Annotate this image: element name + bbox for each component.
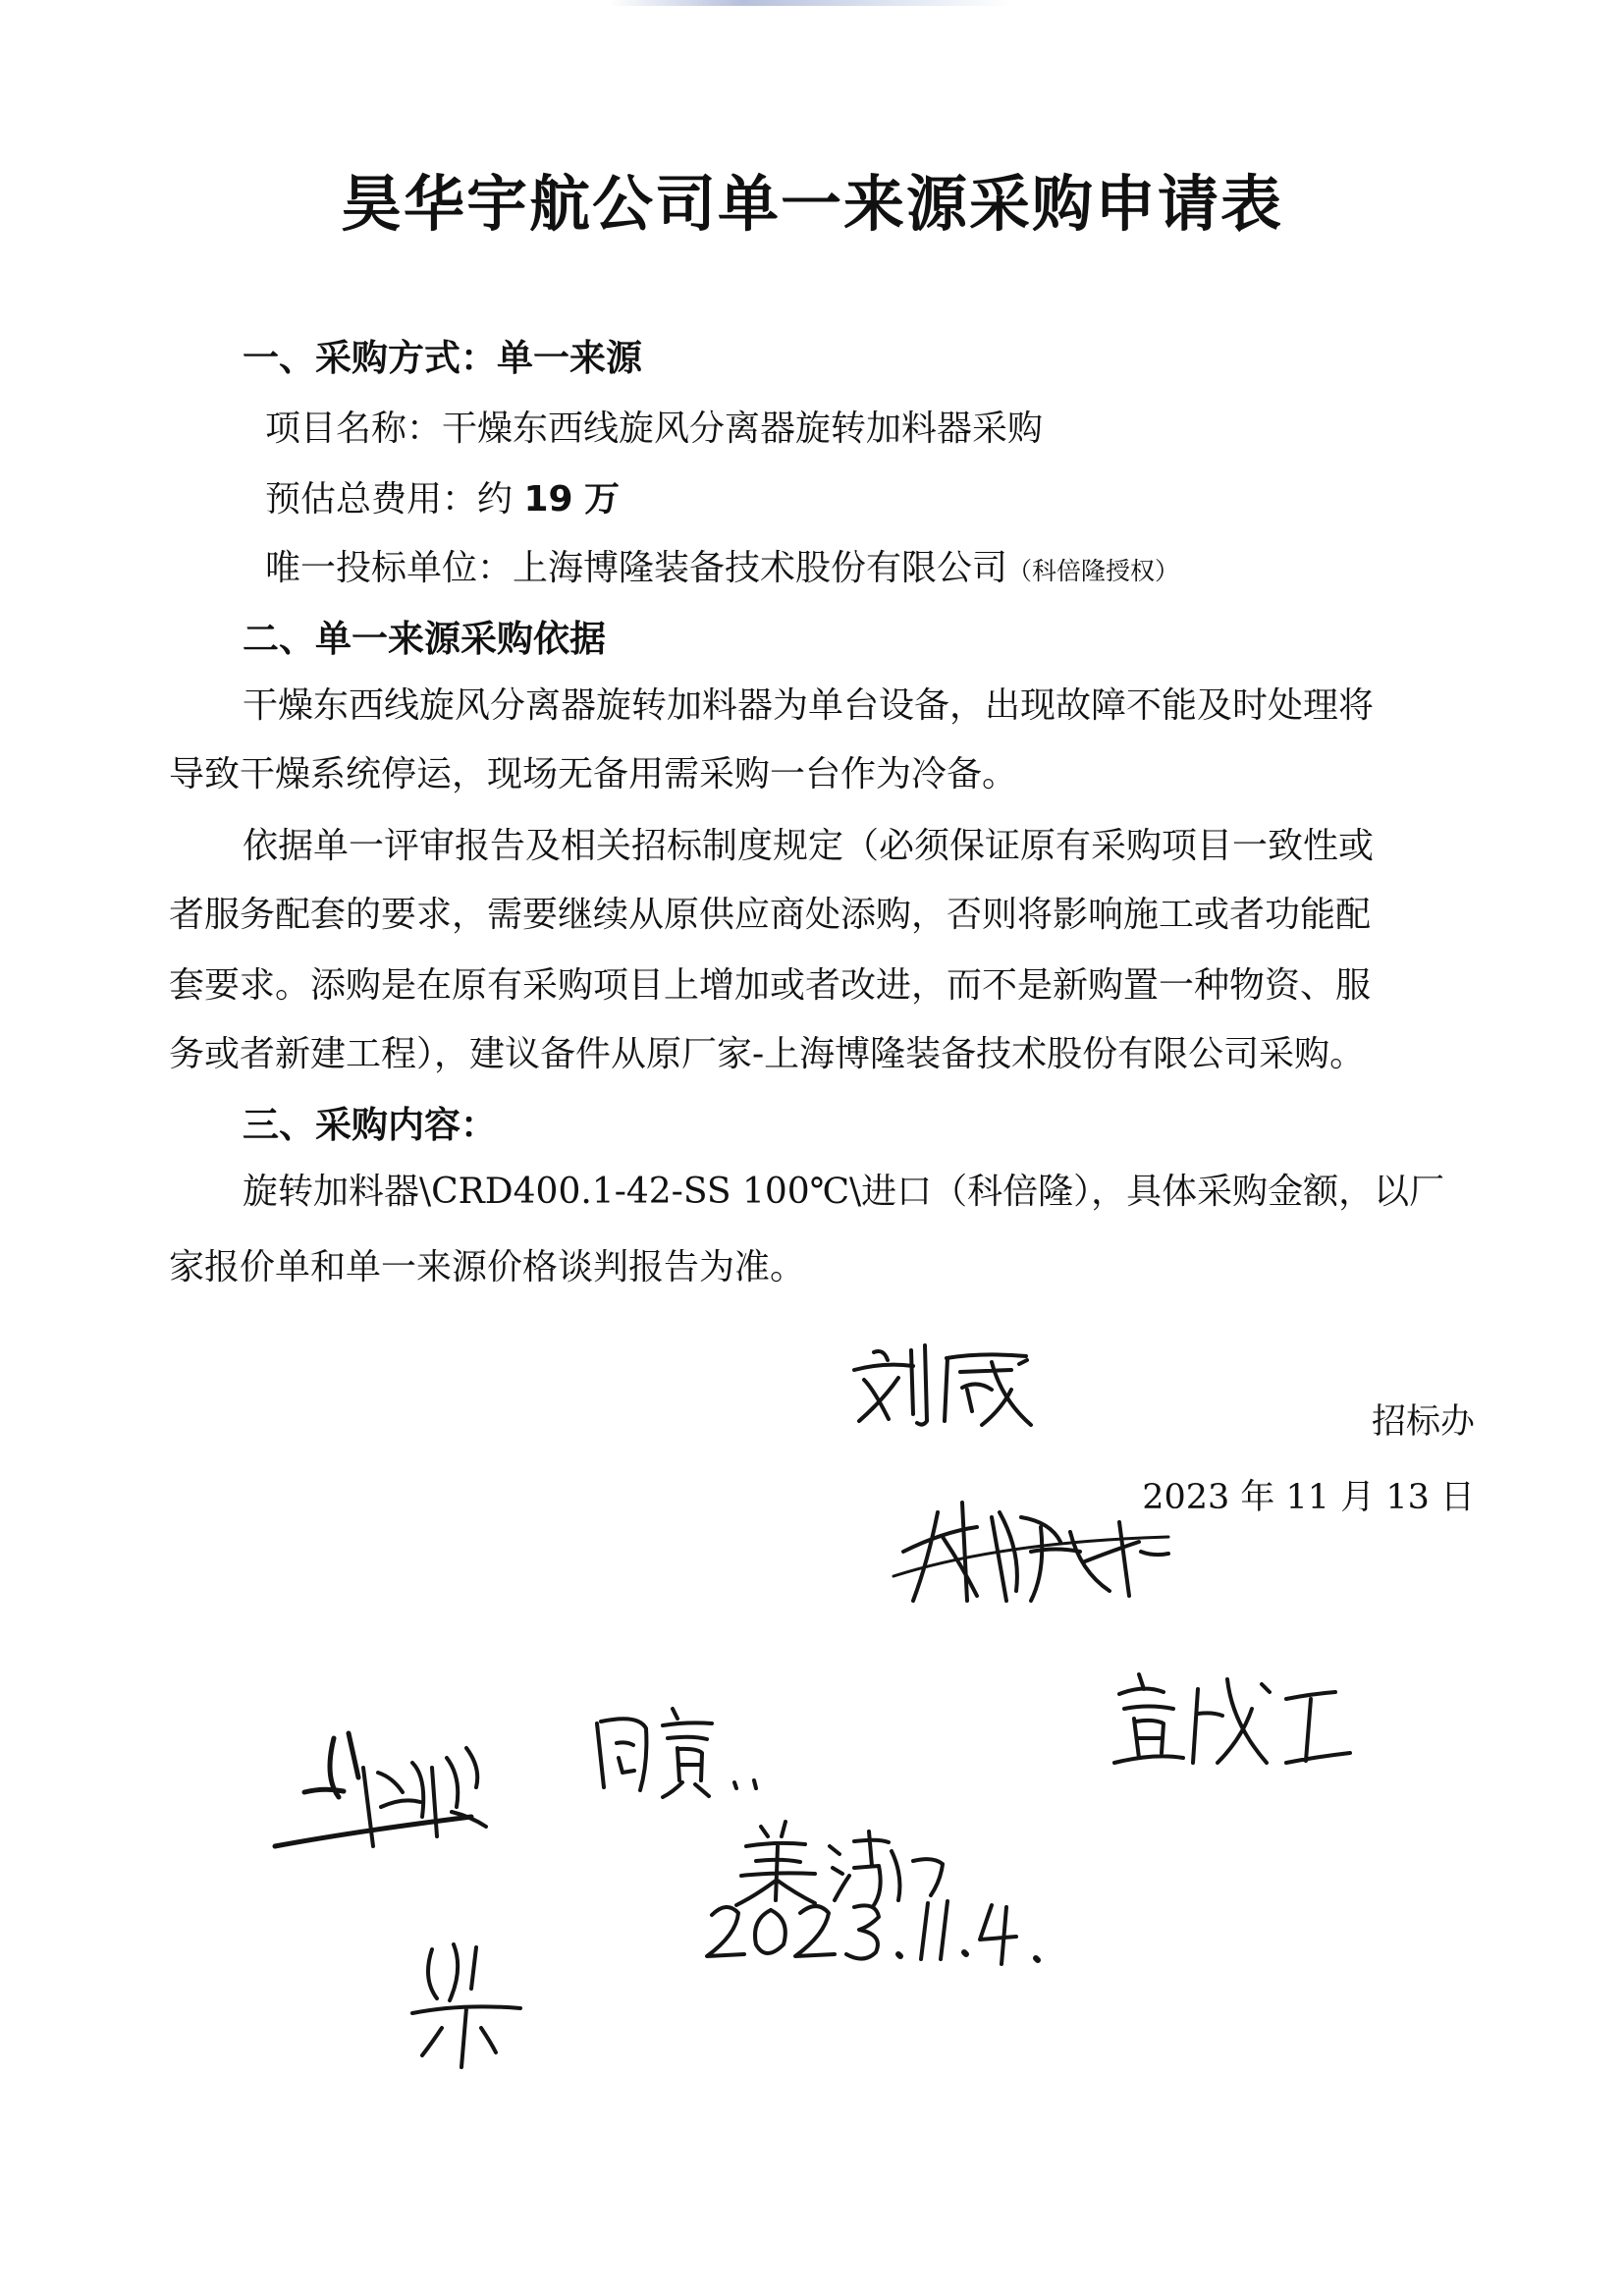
- issuing-department: 招标办: [1371, 1402, 1475, 1442]
- signature-lower-left: [265, 1719, 560, 1876]
- project-name-label: 项目名称：: [265, 409, 443, 449]
- estimated-cost-label: 预估总费用：: [265, 479, 478, 519]
- document-title: 昊华宇航公司单一来源采购申请表: [340, 168, 1283, 240]
- sole-bidder-note: （科倍隆授权）: [1007, 557, 1180, 585]
- basis-para2-line4: 务或者新建工程），建议备件从原厂家-上海博隆装备技术股份有限公司采购。: [169, 1034, 1366, 1074]
- section-2-heading: 二、单一来源采购依据: [243, 618, 606, 660]
- sole-bidder-value: 上海博隆装备技术股份有限公司: [513, 548, 1008, 588]
- estimated-cost-line: [265, 471, 620, 521]
- signature-bottom-small: [393, 1930, 560, 2077]
- sole-bidder-label: 唯一投标单位：: [265, 548, 514, 588]
- signature-liu-wei: [844, 1331, 1041, 1429]
- scan-artifact: [609, 0, 1011, 6]
- project-name-value: 干燥东西线旋风分离器旋转加料器采购: [442, 409, 1044, 449]
- signature-upper-right: [1095, 1655, 1360, 1782]
- content-para-line2: 家报价单和单一来源价格谈判报告为准。: [169, 1247, 806, 1287]
- signature-date-handwritten: [697, 1886, 1070, 1974]
- signature-middle: [884, 1483, 1178, 1611]
- estimated-cost-prefix: 约: [477, 479, 514, 519]
- basis-para2-line2: 者服务配套的要求，需要继续从原供应商处添购，否则将影响施工或者功能配: [169, 895, 1372, 935]
- estimated-cost-unit: 万: [584, 479, 621, 519]
- basis-para1-line1: 干燥东西线旋风分离器旋转加料器为单台设备，出现故障不能及时处理将: [243, 685, 1375, 726]
- issue-date: 2023 年 11 月 13 日: [1142, 1478, 1475, 1517]
- basis-para2-line3: 套要求。添购是在原有采购项目上增加或者改进，而不是新购置一种物资、服: [169, 965, 1372, 1006]
- sole-bidder-line: [265, 540, 1179, 590]
- section-3-heading: 三、采购内容：: [243, 1104, 497, 1146]
- basis-para1-line2: 导致干燥系统停运，现场无备用需采购一台作为冷备。: [169, 754, 1018, 794]
- estimated-cost-amount: 19: [523, 479, 573, 519]
- content-para-line1: 旋转加料器\CRD400.1-42-SS 100℃\进口（科倍隆），具体采购金额，以厂: [243, 1172, 1445, 1212]
- project-name-line: [265, 401, 1043, 451]
- signature-approval: [579, 1694, 795, 1802]
- basis-para2-line1: 依据单一评审报告及相关招标制度规定（必须保证原有采购项目一致性或: [243, 826, 1375, 866]
- section-1-heading: 一、采购方式：单一来源: [243, 337, 642, 379]
